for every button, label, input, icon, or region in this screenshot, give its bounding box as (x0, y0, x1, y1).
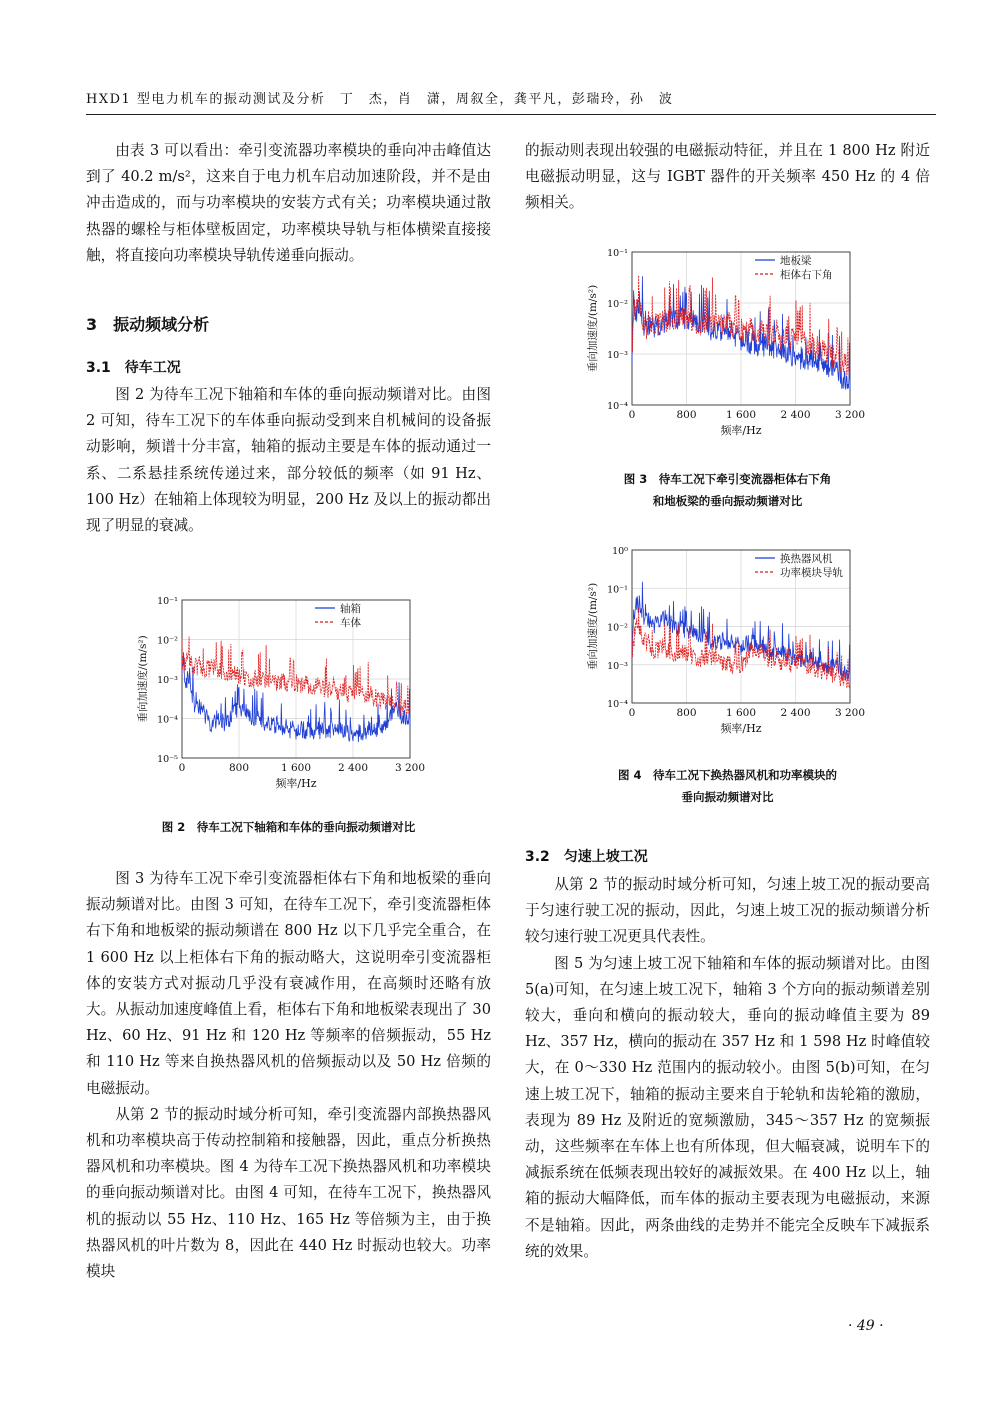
subsection-title: 3.2 匀速上坡工况 (525, 849, 648, 865)
x-tick-label: 1 600 (725, 707, 757, 719)
x-tick-label: 1 600 (725, 409, 757, 421)
figure-3-chart (580, 242, 880, 447)
x-tick-label: 0 (628, 409, 636, 421)
legend-label: 柜体右下角 (780, 269, 833, 281)
paragraph: 图 2 为待车工况下轴箱和车体的垂向振动频谱对比。由图 2 可知，待车工况下的车体垂向振动受到来自机械间的设备振动影响，频谱十分丰富，轴箱的振动主要是车体的振动通过一系、二系悬挂系统传递过来，部分较低的频率（如 91 Hz、100 Hz）在轴箱上体现较为明显，200 Hz 及以上的振动都出现了明显的衰减。 (86, 386, 491, 535)
y-tick-label: 10⁻² (607, 622, 628, 634)
figure-2-chart (130, 590, 440, 800)
paragraph: 图 5 为匀速上坡工况下轴箱和车体的振动频谱对比。由图 5(a)可知，在匀速上坡工况下，轴箱 3 个方向的振动频谱差别较大，垂向和横向的振动较大，垂向的振动峰值主要为 89 Hz、357 Hz，横向的振动在 357 Hz 和 1 598 Hz 时峰值较大，在 0～330 Hz 范围内的振动较小。由图 5(b)可知，在匀速上坡工况下，轴箱的振动主要来自于轮轨和齿轮箱的激励，表现为 89 Hz 及附近的宽频激励，345～357 Hz 的宽频振动，这些频率在车体上也有所体现，但大幅衰减，说明车下的减振系统在低频表现出较好的减振效果。在 400 Hz 以上，轴箱的振动大幅降低，而车体的振动主要表现为电磁振动，来源不是轴箱。因此，两条曲线的走势并不能完全反映车下减振系统的效果。 (525, 954, 930, 1260)
y-tick-label: 10⁻⁴ (157, 714, 178, 726)
y-tick-label: 10⁻⁴ (607, 699, 628, 710)
y-tick-label: 10⁻³ (157, 675, 178, 686)
figure-4-caption (525, 764, 930, 808)
running-header: HXD1 型电力机车的振动测试及分析 丁 杰，肖 潇，周叙全，龚平凡，彭瑞玲，孙 波 (86, 92, 674, 107)
y-tick-label: 10⁻⁴ (607, 401, 628, 412)
paragraph: 的振动则表现出较强的电磁振动特征，并且在 1 800 Hz 附近电磁振动明显，这与 IGBT 器件的开关频率 450 Hz 的 4 倍频相关。 (525, 142, 930, 212)
figure-3-caption (525, 468, 930, 512)
left-col-block-3 (86, 866, 491, 1285)
x-tick-label: 3 200 (834, 707, 866, 719)
figure-4-chart (580, 540, 880, 745)
x-axis-label: 频率/Hz (720, 722, 762, 735)
legend-label: 换热器风机 (780, 553, 833, 565)
x-tick-label: 3 200 (834, 409, 866, 421)
left-col-block-2 (86, 382, 491, 539)
figure-4-caption-line-2: 垂向振动频谱对比 (681, 790, 774, 804)
page-number: · 49 · (848, 1318, 884, 1334)
figure-3-caption-line-2: 和地板梁的垂向振动频谱对比 (652, 494, 803, 508)
y-tick-label: 10⁻⁵ (157, 754, 178, 765)
legend-label: 地板梁 (780, 255, 812, 267)
subsection-title: 3.1 待车工况 (86, 360, 181, 376)
y-axis-label: 垂向加速度/(m/s²) (587, 582, 599, 671)
y-tick-label: 10⁻³ (607, 660, 628, 672)
x-tick-label: 1 600 (280, 762, 312, 774)
figure-2-caption: 图 2 待车工况下轴箱和车体的垂向振动频谱对比 (161, 820, 416, 834)
y-tick-label: 10⁻¹ (607, 248, 628, 259)
y-tick-label: 10⁻¹ (607, 584, 628, 596)
x-tick-label: 2 400 (780, 707, 811, 719)
legend-label: 车体 (340, 617, 361, 629)
y-tick-label: 10⁻¹ (157, 596, 178, 607)
x-tick-label: 800 (676, 409, 697, 421)
section-title: 3 振动频域分析 (86, 315, 210, 334)
x-tick-label: 0 (628, 707, 636, 719)
y-tick-label: 10⁻² (157, 635, 178, 647)
left-col-block-1 (86, 138, 491, 269)
y-axis-label: 垂向加速度/(m/s²) (137, 635, 149, 723)
x-tick-label: 800 (228, 762, 250, 774)
x-tick-label: 3 200 (394, 762, 426, 774)
legend-label: 功率模块导轨 (780, 567, 843, 579)
y-tick-label: 10⁻² (607, 299, 628, 310)
paragraph: 从第 2 节的振动时域分析可知，牵引变流器内部换热器风机和功率模块高于传动控制箱和接触器，因此，重点分析换热器风机和功率模块。图 4 为待车工况下换热器风机和功率模块的垂向振动频谱对比。由图 4 可知，在待车工况下，换热器风机的振动以 55 Hz、110 Hz、165 Hz 等倍频为主，由于换热器风机的叶片数为 8，因此在 440 Hz 时振动也较大。功率模块 (86, 1105, 491, 1281)
x-tick-label: 2 400 (337, 762, 369, 774)
figure-4-caption-line-1: 图 4 待车工况下换热器风机和功率模块的 (617, 768, 837, 782)
figure-3-caption-line-1: 图 3 待车工况下牵引变流器柜体右下角 (623, 472, 832, 486)
right-col-block-2 (525, 872, 930, 1265)
paragraph: 图 3 为待车工况下牵引变流器柜体右下角和地板梁的垂向振动频谱对比。由图 3 可知，在待车工况下，牵引变流器柜体右下角和地板梁的振动频谱在 800 Hz 以下几乎完全重合，在 1 600 Hz 以上柜体右下角的振动略大，这说明牵引变流器柜体的安装方式对振动几乎没有衰减作用，在高频时还略有放大。从振动加速度峰值上看，柜体右下角和地板梁表现出了 30 Hz、60 Hz、91 Hz 和 120 Hz 等频率的倍频振动，55 Hz 和 110 Hz 等来自换热器风机的倍频振动以及 50 Hz 倍频的电磁振动。 (86, 870, 491, 1097)
paragraph: 从第 2 节的振动时域分析可知，匀速上坡工况的振动要高于匀速行驶工况的振动，因此，匀速上坡工况的振动频谱分析较匀速行驶工况更具代表性。 (525, 876, 930, 946)
x-axis-label: 频率/Hz (720, 424, 762, 437)
x-axis-label: 频率/Hz (275, 777, 317, 790)
y-tick-label: 10⁻³ (607, 350, 628, 361)
y-axis-label: 垂向加速度/(m/s²) (587, 284, 599, 373)
paragraph: 由表 3 可以看出：牵引变流器功率模块的垂向冲击峰值达到了 40.2 m/s²，这来自于电力机车启动加速阶段，并不是由冲击造成的，而与功率模块的安装方式有关；功率模块通过散热器的螺栓与柜体壁板固定，功率模块导轨与柜体横梁直接接触，将直接向功率模块导轨传递垂向振动。 (86, 142, 491, 264)
right-col-block-1 (525, 138, 930, 217)
legend-label: 轴箱 (340, 603, 361, 615)
y-tick-label: 10⁰ (612, 546, 628, 557)
x-tick-label: 2 400 (780, 409, 811, 421)
header-rule (86, 114, 936, 115)
x-tick-label: 800 (676, 707, 697, 719)
x-tick-label: 0 (178, 762, 186, 774)
